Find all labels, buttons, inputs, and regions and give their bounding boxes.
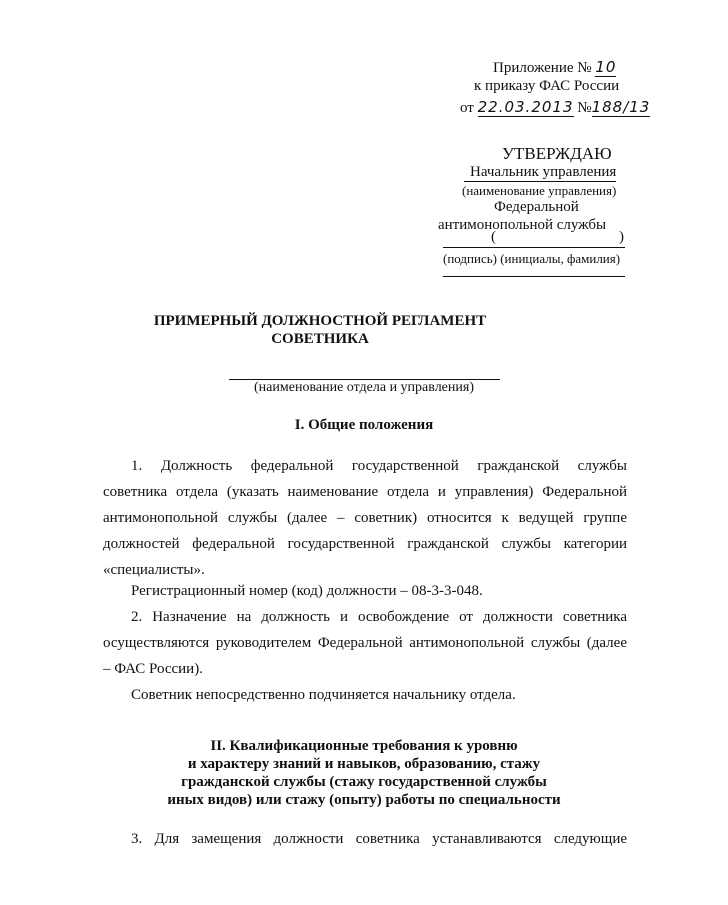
signature-close-paren: ) (619, 229, 624, 245)
approval-title: УТВЕРЖДАЮ (502, 144, 612, 163)
signature-line (443, 229, 625, 249)
signature-underline (443, 247, 625, 248)
number-prefix: № (577, 100, 592, 116)
date-underline (443, 276, 625, 277)
section1-p1-line3: антимонопольной службы (далее – советник) относится к ведущей группе (103, 510, 627, 526)
section2-heading-line4: иных видов) или стажу (опыту) работы по специальности (167, 792, 561, 808)
section1-p1-line1: 1. Должность федеральной государственной гражданской службы (131, 458, 627, 474)
registration-number: Регистрационный номер (код) должности – 08-3-3-048. (131, 583, 483, 599)
department-hint: (наименование отдела и управления) (254, 380, 474, 395)
section1-p1-line2: советника отдела (указать наименование отдела и управления) Федеральной (103, 484, 627, 500)
approval-org-line1: Федеральной (494, 199, 579, 215)
document-title-line1: ПРИМЕРНЫЙ ДОЛЖНОСТНОЙ РЕГЛАМЕНТ (153, 313, 487, 329)
section2-heading-line3: гражданской службы (стажу государственной службы (181, 774, 547, 790)
section1-p2-line2: осуществляются руководителем Федеральной антимонопольной службы (далее (103, 635, 627, 651)
appendix-number: 10 (595, 58, 617, 76)
section2-heading-line1: II. Квалификационные требования к уровню (210, 738, 518, 754)
approval-org-line2: антимонопольной службы (438, 217, 607, 233)
signature-hint: (подпись) (инициалы, фамилия) (443, 251, 621, 266)
subordination-text: Советник непосредственно подчиняется начальнику отдела. (131, 687, 516, 703)
section1-p2-line1: 2. Назначение на должность и освобождение от должности советника (131, 609, 627, 625)
signature-open-paren: ( (491, 229, 496, 245)
approval-position: Начальник управления (464, 164, 616, 182)
appendix-label: Приложение № (493, 60, 592, 76)
date-value: 22.03.2013 (477, 98, 574, 116)
appendix-line (493, 58, 616, 77)
date-prefix: от (460, 100, 474, 116)
date-line (460, 98, 650, 117)
section1-p1-line4: должностей федеральной государственной гражданской службы категории (103, 536, 627, 552)
number-value: 188/13 (591, 98, 651, 116)
section2-heading-line2: и характеру знаний и навыков, образованию, стажу (187, 756, 541, 772)
section1-p2-line3: – ФАС России). (103, 661, 203, 677)
order-line: к приказу ФАС России (474, 78, 620, 94)
section1-heading: I. Общие положения (294, 417, 434, 433)
section1-p1-line5: «специалисты». (103, 562, 205, 578)
section2-p3-line1: 3. Для замещения должности советника устанавливаются следующие (131, 831, 627, 847)
document-title-line2: СОВЕТНИКА (271, 331, 369, 347)
approval-position-hint: (наименование управления) (462, 183, 617, 198)
